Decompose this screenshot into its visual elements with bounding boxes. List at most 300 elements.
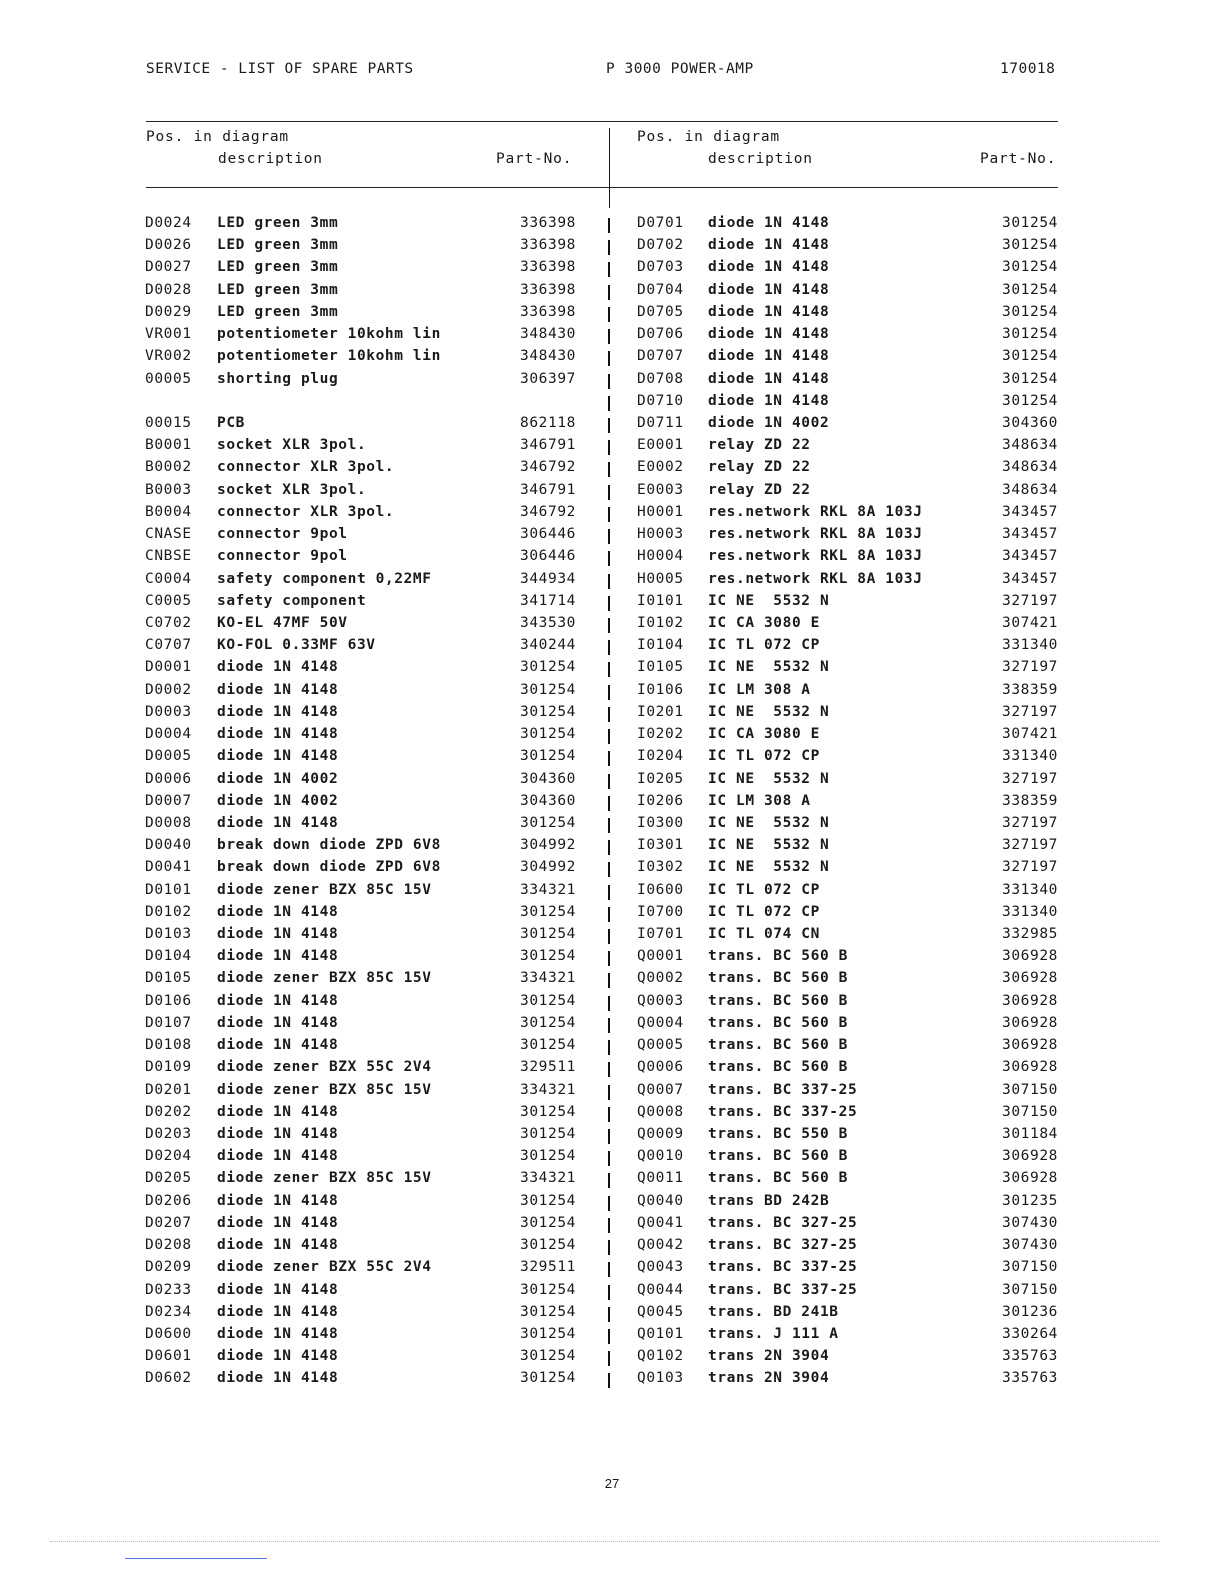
right-description-cell: IC CA 3080 E <box>708 726 820 743</box>
right-partno-cell: 348634 <box>1002 437 1058 454</box>
top-rule <box>146 121 1058 122</box>
right-pos-cell: D0707 <box>637 348 684 365</box>
right-partno-cell: 343457 <box>1002 548 1058 565</box>
table-row <box>0 704 1224 726</box>
left-description-cell: diode 1N 4148 <box>217 1348 339 1365</box>
right-partno-cell: 301254 <box>1002 303 1058 320</box>
left-description-cell: diode 1N 4148 <box>217 703 339 720</box>
left-description-cell: diode 1N 4148 <box>217 681 339 698</box>
left-description-cell: diode 1N 4148 <box>217 1326 339 1342</box>
left-partno-cell: 301254 <box>520 748 576 765</box>
column-divider-mark <box>608 996 610 1011</box>
left-description-cell: diode 1N 4148 <box>217 814 339 831</box>
left-pos-cell: D0005 <box>145 748 192 765</box>
right-pos-cell: I0104 <box>637 637 684 654</box>
left-pos-cell: D0027 <box>145 259 192 276</box>
right-description-cell: trans. BC 560 B <box>708 1014 848 1031</box>
right-description-cell: IC NE 5532 N <box>708 592 830 609</box>
column-divider-mark <box>608 640 610 655</box>
right-partno-cell: 343457 <box>1002 570 1058 587</box>
right-partno-cell: 306928 <box>1002 1148 1058 1165</box>
right-partno-cell: 343457 <box>1002 526 1058 543</box>
right-description-cell: trans. BC 560 B <box>708 1170 848 1187</box>
right-description-cell: trans. BC 560 B <box>708 1037 848 1054</box>
column-divider-mark <box>608 262 610 277</box>
left-pos-cell: D0601 <box>145 1348 192 1365</box>
right-pos-cell: I0102 <box>637 614 684 631</box>
left-partno-cell: 304360 <box>520 770 576 787</box>
right-partno-cell: 301236 <box>1002 1303 1058 1320</box>
right-pos-cell: Q0009 <box>637 1126 684 1143</box>
right-pos-cell: H0001 <box>637 503 684 520</box>
right-partno-cell: 307150 <box>1002 1259 1058 1276</box>
right-partno-cell: 331340 <box>1002 881 1058 898</box>
right-description-cell: trans BD 242B <box>708 1192 830 1209</box>
left-partno-cell: 301254 <box>520 903 576 920</box>
left-partno-cell: 301254 <box>520 659 576 676</box>
right-pos-cell: Q0001 <box>637 948 684 965</box>
table-row <box>0 1037 1224 1059</box>
column-divider-mark <box>608 796 610 811</box>
column-divider-mark <box>608 662 610 677</box>
table-row <box>0 748 1224 770</box>
right-description-cell: IC LM 308 A <box>708 792 811 809</box>
right-pos-cell: Q0005 <box>637 1037 684 1054</box>
table-row <box>0 1148 1224 1170</box>
right-partno-header: Part-No. <box>980 151 1057 167</box>
table-row <box>0 1370 1224 1392</box>
left-pos-cell: D0108 <box>145 1037 192 1054</box>
left-pos-cell: CNBSE <box>145 548 192 565</box>
table-row <box>0 771 1224 793</box>
left-pos-cell: D0233 <box>145 1281 192 1298</box>
table-row <box>0 571 1224 593</box>
right-partno-cell: 331340 <box>1002 748 1058 765</box>
right-pos-cell: Q0044 <box>637 1281 684 1298</box>
right-description-cell: diode 1N 4148 <box>708 237 830 254</box>
right-partno-cell: 301254 <box>1002 215 1058 231</box>
right-pos-cell: I0600 <box>637 881 684 898</box>
right-partno-cell: 327197 <box>1002 770 1058 787</box>
right-pos-cell: H0005 <box>637 570 684 587</box>
table-row <box>0 682 1224 704</box>
right-description-cell: IC NE 5532 N <box>708 770 830 787</box>
left-partno-cell: 341714 <box>520 592 576 609</box>
left-pos-cell: D0208 <box>145 1237 192 1254</box>
column-divider-mark <box>608 329 610 344</box>
left-description-cell: diode 1N 4148 <box>217 903 339 920</box>
left-description-cell: connector 9pol <box>217 548 348 565</box>
left-partno-cell: 862118 <box>520 414 576 431</box>
right-pos-cell: Q0011 <box>637 1170 684 1187</box>
left-description-cell: connector XLR 3pol. <box>217 503 395 520</box>
right-pos-cell: E0003 <box>637 481 684 498</box>
left-pos-cell: D0007 <box>145 792 192 809</box>
left-pos-cell: D0234 <box>145 1303 192 1320</box>
left-description-cell: diode 1N 4002 <box>217 770 339 787</box>
table-row <box>0 437 1224 459</box>
right-pos-cell: I0201 <box>637 703 684 720</box>
left-pos-cell: D0203 <box>145 1126 192 1143</box>
left-description-cell: connector 9pol <box>217 526 348 543</box>
right-description-cell: trans. BC 337-25 <box>708 1103 858 1120</box>
header-title: SERVICE - LIST OF SPARE PARTS <box>146 61 414 77</box>
left-pos-cell: C0005 <box>145 592 192 609</box>
left-description-cell: diode 1N 4148 <box>217 948 339 965</box>
right-pos-cell: Q0010 <box>637 1148 684 1165</box>
right-partno-cell: 327197 <box>1002 592 1058 609</box>
left-pos-cell: D0002 <box>145 681 192 698</box>
left-partno-cell: 336398 <box>520 303 576 320</box>
right-partno-cell: 306928 <box>1002 948 1058 965</box>
left-partno-cell: 301254 <box>520 1014 576 1031</box>
left-partno-cell: 334321 <box>520 881 576 898</box>
right-partno-cell: 301254 <box>1002 370 1058 387</box>
table-row <box>0 815 1224 837</box>
column-divider-mark <box>608 596 610 611</box>
left-description-cell: LED green 3mm <box>217 303 339 320</box>
left-pos-cell: D0209 <box>145 1259 192 1276</box>
left-description-cell: diode 1N 4148 <box>217 1192 339 1209</box>
left-partno-cell: 346792 <box>520 503 576 520</box>
left-description-cell: potentiometer 10kohm lin <box>217 348 441 365</box>
left-partno-cell: 301254 <box>520 992 576 1009</box>
left-description-cell: diode 1N 4148 <box>217 1148 339 1165</box>
right-description-cell: trans. BC 560 B <box>708 1059 848 1076</box>
right-pos-cell: D0702 <box>637 237 684 254</box>
right-desc-header: description <box>708 151 813 167</box>
right-description-cell: IC LM 308 A <box>708 681 811 698</box>
left-pos-cell: 00015 <box>145 414 192 431</box>
left-partno-cell: 304992 <box>520 859 576 876</box>
right-partno-cell: 306928 <box>1002 1037 1058 1054</box>
right-pos-cell: I0700 <box>637 903 684 920</box>
left-pos-cell: D0029 <box>145 303 192 320</box>
left-pos-cell: B0001 <box>145 437 192 454</box>
table-row <box>0 1193 1224 1215</box>
left-partno-cell: 334321 <box>520 1081 576 1098</box>
right-description-cell: relay ZD 22 <box>708 459 811 476</box>
left-pos-cell: D0040 <box>145 837 192 854</box>
column-divider-mark <box>608 307 610 322</box>
table-row <box>0 637 1224 659</box>
column-divider-mark <box>608 1173 610 1188</box>
right-partno-cell: 338359 <box>1002 792 1058 809</box>
column-divider-mark <box>608 218 610 233</box>
right-pos-cell: Q0008 <box>637 1103 684 1120</box>
left-description-cell: break down diode ZPD 6V8 <box>217 837 441 854</box>
left-description-cell: socket XLR 3pol. <box>217 481 367 498</box>
column-divider-mark <box>608 929 610 944</box>
left-partno-cell: 301254 <box>520 1103 576 1120</box>
right-partno-cell: 307150 <box>1002 1281 1058 1298</box>
column-divider-mark <box>608 1218 610 1233</box>
right-pos-cell: D0710 <box>637 392 684 409</box>
left-description-cell: PCB <box>217 414 245 431</box>
left-partno-cell: 301254 <box>520 703 576 720</box>
table-row <box>0 1170 1224 1192</box>
column-divider-mark <box>608 551 610 566</box>
table-row <box>0 1215 1224 1237</box>
left-pos-cell: D0207 <box>145 1214 192 1231</box>
left-partno-cell: 301254 <box>520 1326 576 1342</box>
left-partno-cell: 334321 <box>520 970 576 987</box>
right-partno-cell: 327197 <box>1002 659 1058 676</box>
left-pos-cell: D0102 <box>145 903 192 920</box>
right-partno-cell: 301254 <box>1002 237 1058 254</box>
column-divider-mark <box>608 529 610 544</box>
table-row <box>0 526 1224 548</box>
right-description-cell: diode 1N 4148 <box>708 303 830 320</box>
table-row <box>0 237 1224 259</box>
column-divider-mark <box>608 1262 610 1277</box>
table-row <box>0 371 1224 393</box>
left-pos-cell: D0103 <box>145 926 192 943</box>
column-divider-mark <box>608 418 610 433</box>
right-partno-cell: 307430 <box>1002 1214 1058 1231</box>
left-description-cell: safety component 0,22MF <box>217 570 432 587</box>
left-partno-cell: 336398 <box>520 259 576 276</box>
right-description-cell: trans 2N 3904 <box>708 1370 830 1387</box>
right-description-cell: res.network RKL 8A 103J <box>708 570 923 587</box>
right-pos-cell: Q0102 <box>637 1348 684 1365</box>
left-description-cell: diode 1N 4148 <box>217 926 339 943</box>
table-row <box>0 282 1224 304</box>
left-partno-cell: 348430 <box>520 326 576 343</box>
table-row <box>0 948 1224 970</box>
left-partno-cell: 301254 <box>520 726 576 743</box>
left-partno-cell: 343530 <box>520 614 576 631</box>
right-description-cell: trans. BC 560 B <box>708 970 848 987</box>
right-partno-cell: 301254 <box>1002 392 1058 409</box>
left-pos-cell: C0702 <box>145 614 192 631</box>
header-rule <box>146 187 1058 188</box>
right-pos-cell: Q0043 <box>637 1259 684 1276</box>
column-divider-mark <box>608 862 610 877</box>
right-description-cell: trans. J 111 A <box>708 1326 839 1342</box>
right-partno-cell: 306928 <box>1002 1170 1058 1187</box>
table-row <box>0 593 1224 615</box>
column-divider-mark <box>608 818 610 833</box>
table-row <box>0 970 1224 992</box>
right-description-cell: IC NE 5532 N <box>708 814 830 831</box>
table-row <box>0 348 1224 370</box>
page-number: 27 <box>604 1476 620 1491</box>
table-row <box>0 1059 1224 1081</box>
right-partno-cell: 307150 <box>1002 1103 1058 1120</box>
left-description-cell: diode zener BZX 85C 15V <box>217 1081 432 1098</box>
left-description-cell: diode zener BZX 85C 15V <box>217 970 432 987</box>
right-description-cell: diode 1N 4148 <box>708 215 830 231</box>
left-description-cell: socket XLR 3pol. <box>217 437 367 454</box>
right-pos-cell: Q0007 <box>637 1081 684 1098</box>
right-pos-cell: D0708 <box>637 370 684 387</box>
left-description-cell: diode 1N 4148 <box>217 1303 339 1320</box>
right-description-cell: diode 1N 4148 <box>708 281 830 298</box>
right-description-cell: trans. BC 337-25 <box>708 1081 858 1098</box>
left-pos-cell: C0707 <box>145 637 192 654</box>
right-pos-cell: Q0006 <box>637 1059 684 1076</box>
right-partno-cell: 307430 <box>1002 1237 1058 1254</box>
left-partno-cell: 336398 <box>520 237 576 254</box>
right-description-cell: trans. BC 560 B <box>708 1148 848 1165</box>
right-pos-cell: D0705 <box>637 303 684 320</box>
left-pos-cell: D0602 <box>145 1370 192 1387</box>
right-partno-cell: 348634 <box>1002 459 1058 476</box>
left-pos-cell: D0001 <box>145 659 192 676</box>
column-divider-mark <box>608 240 610 255</box>
left-pos-header: Pos. in diagram <box>146 129 289 145</box>
right-description-cell: diode 1N 4148 <box>708 259 830 276</box>
column-divider-mark <box>608 485 610 500</box>
column-divider-mark <box>608 1240 610 1255</box>
right-description-cell: trans. BC 327-25 <box>708 1237 858 1254</box>
column-divider-mark <box>608 1018 610 1033</box>
table-row <box>0 993 1224 1015</box>
left-pos-cell: D0204 <box>145 1148 192 1165</box>
left-pos-cell: 00005 <box>145 370 192 387</box>
left-description-cell: diode zener BZX 55C 2V4 <box>217 1059 432 1076</box>
right-description-cell: IC TL 072 CP <box>708 903 820 920</box>
table-row <box>0 904 1224 926</box>
right-partno-cell: 327197 <box>1002 859 1058 876</box>
left-pos-cell: D0105 <box>145 970 192 987</box>
table-row <box>0 615 1224 637</box>
right-description-cell: IC TL 072 CP <box>708 881 820 898</box>
right-partno-cell: 332985 <box>1002 926 1058 943</box>
right-description-cell: res.network RKL 8A 103J <box>708 526 923 543</box>
left-partno-cell: 301254 <box>520 1148 576 1165</box>
column-divider-mark <box>608 1085 610 1100</box>
right-description-cell: IC TL 072 CP <box>708 637 820 654</box>
right-partno-cell: 330264 <box>1002 1326 1058 1342</box>
left-description-cell: diode 1N 4148 <box>217 1281 339 1298</box>
left-pos-cell: VR001 <box>145 326 192 343</box>
left-partno-cell: 348430 <box>520 348 576 365</box>
left-description-cell: diode 1N 4148 <box>217 726 339 743</box>
column-divider-mark <box>608 1285 610 1300</box>
right-partno-cell: 335763 <box>1002 1370 1058 1387</box>
left-partno-cell: 306446 <box>520 548 576 565</box>
column-divider-mark <box>608 440 610 455</box>
right-description-cell: trans. BC 550 B <box>708 1126 848 1143</box>
left-pos-cell: D0028 <box>145 281 192 298</box>
right-description-cell: diode 1N 4148 <box>708 392 830 409</box>
table-row <box>0 926 1224 948</box>
left-partno-cell: 301254 <box>520 814 576 831</box>
left-partno-cell: 301254 <box>520 1214 576 1231</box>
right-partno-cell: 343457 <box>1002 503 1058 520</box>
column-divider-mark <box>608 1373 610 1388</box>
right-pos-cell: I0301 <box>637 837 684 854</box>
right-pos-cell: D0703 <box>637 259 684 276</box>
right-partno-cell: 335763 <box>1002 1348 1058 1365</box>
table-row <box>0 504 1224 526</box>
left-pos-cell: D0106 <box>145 992 192 1009</box>
left-description-cell: diode zener BZX 85C 15V <box>217 1170 432 1187</box>
right-description-cell: IC TL 074 CN <box>708 926 820 943</box>
right-pos-cell: I0701 <box>637 926 684 943</box>
header-code: 170018 <box>1000 61 1056 77</box>
right-description-cell: relay ZD 22 <box>708 481 811 498</box>
left-pos-cell: CNASE <box>145 526 192 543</box>
right-partno-cell: 301184 <box>1002 1126 1058 1143</box>
right-description-cell: trans. BC 560 B <box>708 948 848 965</box>
right-partno-cell: 327197 <box>1002 837 1058 854</box>
table-row <box>0 726 1224 748</box>
column-divider-mark <box>608 685 610 700</box>
left-partno-cell: 306446 <box>520 526 576 543</box>
left-partno-cell: 336398 <box>520 215 576 231</box>
left-description-cell: break down diode ZPD 6V8 <box>217 859 441 876</box>
right-pos-cell: I0105 <box>637 659 684 676</box>
column-divider-mark <box>608 396 610 411</box>
right-partno-cell: 306928 <box>1002 1059 1058 1076</box>
left-description-cell: diode 1N 4148 <box>217 748 339 765</box>
right-partno-cell: 338359 <box>1002 681 1058 698</box>
right-pos-cell: Q0040 <box>637 1192 684 1209</box>
left-description-cell: KO-FOL 0.33MF 63V <box>217 637 376 654</box>
column-divider-mark <box>608 1107 610 1122</box>
left-partno-cell: 306397 <box>520 370 576 387</box>
right-pos-cell: Q0103 <box>637 1370 684 1387</box>
right-pos-cell: Q0042 <box>637 1237 684 1254</box>
left-pos-cell: D0107 <box>145 1014 192 1031</box>
column-divider-mark <box>608 840 610 855</box>
table-row <box>0 1282 1224 1304</box>
right-description-cell: trans. BC 337-25 <box>708 1281 858 1298</box>
left-pos-cell: B0002 <box>145 459 192 476</box>
right-partno-cell: 307421 <box>1002 614 1058 631</box>
right-pos-cell: Q0045 <box>637 1303 684 1320</box>
left-description-cell: shorting plug <box>217 370 339 387</box>
left-description-cell: diode zener BZX 55C 2V4 <box>217 1259 432 1276</box>
column-divider-mark <box>608 618 610 633</box>
right-pos-cell: H0004 <box>637 548 684 565</box>
left-pos-cell: B0003 <box>145 481 192 498</box>
left-description-cell: safety component <box>217 592 367 609</box>
left-description-cell: diode 1N 4148 <box>217 1126 339 1143</box>
right-description-cell: diode 1N 4002 <box>708 414 830 431</box>
table-row <box>0 1326 1224 1348</box>
right-pos-cell: D0711 <box>637 414 684 431</box>
left-description-cell: LED green 3mm <box>217 281 339 298</box>
left-description-cell: diode 1N 4148 <box>217 1214 339 1231</box>
column-divider-mark <box>608 729 610 744</box>
column-divider-mark <box>608 1040 610 1055</box>
right-partno-cell: 331340 <box>1002 903 1058 920</box>
right-partno-cell: 306928 <box>1002 1014 1058 1031</box>
left-partno-cell: 346792 <box>520 459 576 476</box>
left-description-cell: diode zener BZX 85C 15V <box>217 881 432 898</box>
left-pos-cell: D0104 <box>145 948 192 965</box>
right-description-cell: relay ZD 22 <box>708 437 811 454</box>
left-partno-cell: 301254 <box>520 681 576 698</box>
left-description-cell: LED green 3mm <box>217 215 339 231</box>
column-divider-mark <box>608 885 610 900</box>
table-row <box>0 793 1224 815</box>
right-pos-cell: D0704 <box>637 281 684 298</box>
left-pos-cell: D0041 <box>145 859 192 876</box>
left-partno-cell: 301254 <box>520 926 576 943</box>
right-pos-cell: I0106 <box>637 681 684 698</box>
column-divider-mark <box>608 1307 610 1322</box>
right-partno-cell: 348634 <box>1002 481 1058 498</box>
column-divider-mark <box>608 907 610 922</box>
footer-dotted-line <box>50 1541 1160 1542</box>
left-pos-cell: D0026 <box>145 237 192 254</box>
table-row <box>0 859 1224 881</box>
